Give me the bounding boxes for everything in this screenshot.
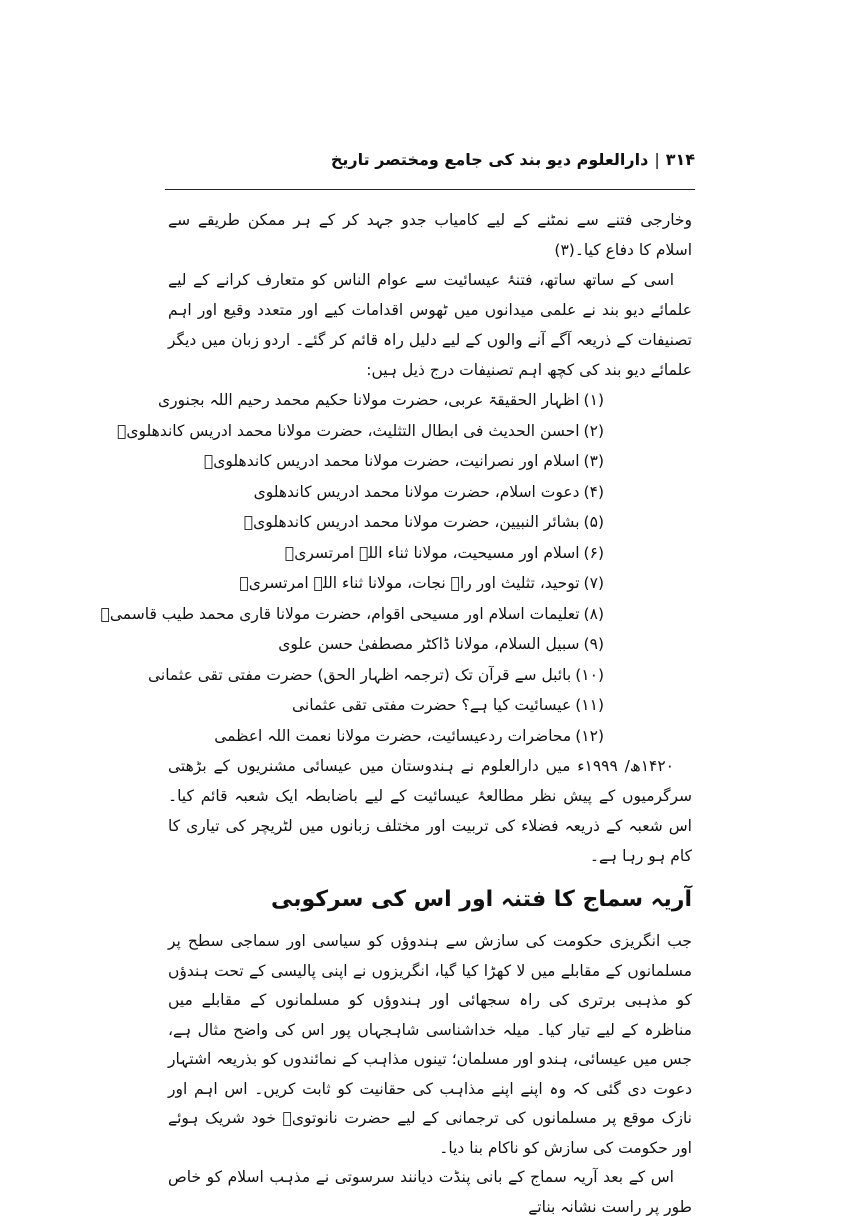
body-text bbox=[100, 205, 692, 1222]
list-item bbox=[147, 660, 604, 691]
header-separator: | bbox=[654, 150, 660, 169]
list-item-text: دعوت اسلام، حضرت مولانا محمد ادریس کاندھلوی bbox=[253, 482, 580, 501]
list-item bbox=[168, 446, 604, 477]
list-item bbox=[168, 629, 604, 660]
list-item-number: (۲) bbox=[583, 421, 604, 440]
list-item-number: (۳) bbox=[583, 452, 604, 470]
list-item-number: (۸) bbox=[583, 604, 604, 623]
list-item-text: احسن الحدیث فی ابطال التثلیث، حضرت مولانا محمد ادریس کاندھلویؒ bbox=[117, 421, 580, 440]
list-item bbox=[157, 385, 604, 416]
section-heading: آریہ سماج کا فتنہ اور اس کی سرکوبی bbox=[270, 887, 692, 912]
list-item-number: (۱۲) bbox=[575, 726, 604, 745]
intro-line: وخارجی فتنے سے نمٹنے کے لیے کامیاب جدو جہد کر کے ہر ممکن طریقے سے اسلام کا دفاع کیا۔(۳) bbox=[168, 211, 692, 259]
list-item-number: (۷) bbox=[583, 574, 604, 592]
page-number: ۳۱۴ bbox=[665, 150, 695, 169]
header-rule bbox=[165, 189, 695, 190]
list-item-text: بشائر النبیین، حضرت مولانا محمد ادریس کاندھلویؒ bbox=[243, 513, 580, 531]
list-item bbox=[168, 568, 604, 599]
list-item-number: (۱۰) bbox=[575, 665, 604, 684]
list-item-text: سبیل السلام، مولانا ڈاکٹر مصطفیٰ حسن علوی bbox=[278, 635, 580, 653]
list-item-text: توحید، تثلیث اور راہ نجات، مولانا ثناء اللہ امرتسریؒ bbox=[239, 574, 580, 592]
list-item bbox=[117, 416, 604, 447]
list-item bbox=[168, 507, 604, 538]
running-header bbox=[165, 150, 695, 169]
list-item-number: (۱) bbox=[583, 391, 604, 409]
intro-paragraph: اسی کے ساتھ ساتھ، فتنۂ عیسائیت سے عوام الناس کو متعارف کرانے کے لیے علمائے دیو بند نے علمی میدانوں میں ٹھوس اقدامات کیے اور متعدد وقیع اور اہم تصنیفات کے ذریعہ آگے آنے والوں کے لیے دلیل راہ قائم کر گئے۔ اردو زبان میں دیگر علمائے دیو بند کی کچھ اہم تصنیفات درج ذیل ہیں: bbox=[168, 271, 692, 379]
list-item bbox=[168, 721, 604, 752]
list-item-text: عیسائیت کیا ہے؟ حضرت مفتی تقی عثمانی bbox=[291, 696, 572, 714]
list-item-text: تعلیمات اسلام اور مسیحی اقوام، حضرت مولانا قاری محمد طیب قاسمیؒ bbox=[100, 604, 580, 623]
list-item-number: (۹) bbox=[583, 635, 604, 653]
list-item-number: (۶) bbox=[583, 543, 604, 562]
list-item bbox=[168, 690, 604, 721]
list-item-number: (۵) bbox=[583, 513, 604, 531]
list-item-text: بائبل سے قرآن تک (ترجمہ اظہار الحق) حضرت مفتی تقی عثمانی bbox=[147, 665, 572, 684]
book-title: دارالعلوم دیو بند کی جامع ومختصر تاریخ bbox=[330, 150, 649, 169]
list-item-number: (۱۱) bbox=[575, 696, 604, 714]
list-item-text: محاضرات ردعیسائیت، حضرت مولانا نعمت اللہ اعظمی bbox=[214, 726, 572, 745]
book-list bbox=[100, 385, 692, 751]
list-item-text: اسلام اور نصرانیت، حضرت مولانا محمد ادریس کاندھلویؒ bbox=[203, 452, 580, 470]
closing-paragraph: ۱۴۲۰ھ/ ۱۹۹۹ء میں دارالعلوم نے ہندوستان میں عیسائی مشنریوں کے بڑھتی سرگرمیوں کے پیش نظر مطالعۂ عیسائیت کے لیے باضابطہ ایک شعبہ قائم کیا۔ اس شعبہ کے ذریعہ فضلاء کی تربیت اور مختلف زبانوں میں لٹریچر کی تیاری کا کام ہو رہا ہے۔ bbox=[168, 757, 692, 865]
section-paragraph-continued: اس کے بعد آریہ سماج کے بانی پنڈت دیانند سرسوتی نے مذہب اسلام کو خاص طور پر راست نشانہ بناتے bbox=[168, 1168, 692, 1216]
list-item bbox=[168, 477, 604, 508]
list-item bbox=[100, 599, 604, 630]
section-paragraph: جب انگریزی حکومت کی سازش سے ہندوؤں کو سیاسی اور سماجی سطح پر مسلمانوں کے مقابلے میں لا کھڑا کیا گیا، انگریزوں نے اپنی پالیسی کے تحت ہندؤں کو مذہبی برتری کی راہ سجھائی اور ہندوؤں کو مسلمانوں کے مقابلے میں مناظرہ کے لیے تیار کیا۔ میلہ خداشناسی شاہجہاں پور اس کی واضح مثال ہے، جس میں عیسائی، ہندو اور مسلمان؛ تینوں مذاہب کے نمائندوں کو بذریعہ اشتہار دعوت دی گئی کہ وہ اپنے اپنے مذاہب کی حقانیت کو ثابت کریں۔ اس اہم اور نازک موقع پر مسلمانوں کی ترجمانی کے لیے حضرت نانوتویؒ خود شریک ہوئے اور حکومت کی سازش کو ناکام بنا دیا۔ bbox=[168, 932, 692, 1157]
list-item-text: اسلام اور مسیحیت، مولانا ثناء اللہ امرتسریؒ bbox=[284, 543, 580, 562]
list-item-number: (۴) bbox=[583, 482, 604, 501]
list-item bbox=[168, 538, 604, 569]
list-item-text: اظہار الحقیقۃ عربی، حضرت مولانا حکیم محمد رحیم اللہ بجنوری bbox=[157, 391, 580, 409]
